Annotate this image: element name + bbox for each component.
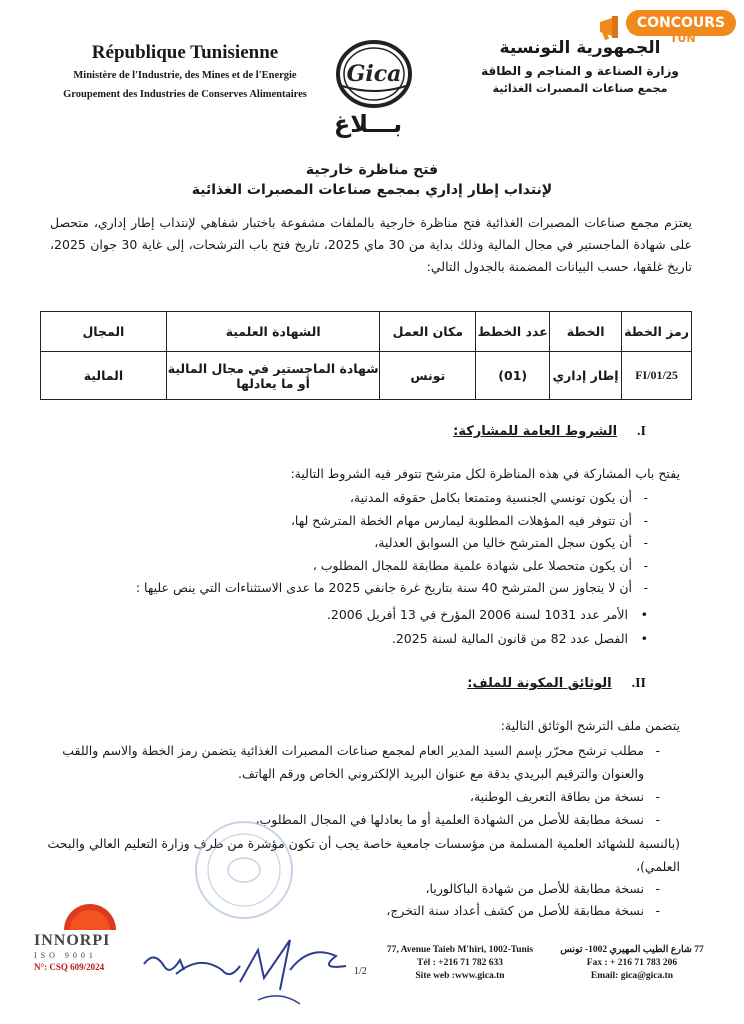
section-1-number: I. xyxy=(637,424,646,439)
intro-paragraph: يعتزم مجمع صناعات المصبرات الغذائية فتح مناظرة خارجية بالملفات مشفوعة باختبار شفاهي لإنتداب إطار إداري، متحصل على شهادة الماجستير في مجال المالية وذلك بداية من 30 ماي 2025، تاريخ فتح باب الترشحات، إلى غاية 30 جوان 2025، تاريخ غلقها، حسب البيانات المضمنة بالجدول التالي: xyxy=(50,215,692,274)
header-degree: الشهادة العلمية xyxy=(166,312,380,352)
cell-place: تونس xyxy=(380,352,476,400)
positions-table xyxy=(40,311,692,400)
header-code: رمز الخطة xyxy=(622,312,692,352)
cell-code: FI/01/25 xyxy=(622,352,692,400)
republic-fr: République Tunisienne xyxy=(91,42,279,63)
notice-heading: بـــلاغ xyxy=(333,110,403,138)
list-item: • الفصل عدد 82 من قانون المالية لسنة 2025. xyxy=(228,627,648,651)
title-line-2: لإنتداب إطار إداري بمجمع صناعات المصبرات الغذائية xyxy=(191,182,553,198)
documents-list-2 xyxy=(260,878,660,922)
degree-line-2: أو ما يعادلها xyxy=(236,375,310,391)
innorpi-certification xyxy=(34,898,152,972)
footer-email: Email: gica@gica.tn xyxy=(590,971,674,981)
cell-plan: إطار إداري xyxy=(550,352,622,400)
private-university-note: (بالنسبة للشهائد العلمية المسلمة من مؤسسات جامعية خاصة يجب أن تكون مؤشرة من طرف وزارة التعليم العالي والبحث العلمي)، xyxy=(47,836,680,874)
ministry-ar: وزارة الصناعة و المناجم و الطاقة xyxy=(481,64,679,78)
list-item: - نسخة مطابقة للأصل من شهادة الباكالوريا، xyxy=(260,878,660,900)
section-2-title: الوثائق المكونة للملف: xyxy=(467,676,612,691)
signatures xyxy=(140,930,360,1020)
footer-address-fr: 77, Avenue Taieb M'hiri, 1002-Tunis xyxy=(386,945,534,955)
header-plan: الخطة xyxy=(550,312,622,352)
footer-fax: Fax : + 216 71 783 206 xyxy=(586,958,678,968)
innorpi-brand: INNORPI xyxy=(34,932,111,949)
header-count: عدد الخطط xyxy=(476,312,550,352)
header-right xyxy=(460,38,700,95)
footer-french xyxy=(378,944,542,983)
list-item: - أن يكون متحصلا على شهادة علمية مطابقة للمجال المطلوب ، xyxy=(48,555,648,578)
title-line-1: فتح مناظرة خارجية xyxy=(305,162,439,178)
section-1-title: الشروط العامة للمشاركة: xyxy=(453,424,618,439)
footer-arabic xyxy=(552,944,712,983)
certificate-number: N°: CSQ 609/2024 xyxy=(34,962,105,972)
section-2-number: II. xyxy=(631,676,646,691)
list-item: - أن لا يتجاوز سن المترشح 40 سنة بتاريخ غرة جانفي 2025 ما عدى الاستثناءات التي ينص عليها : xyxy=(48,577,648,600)
documents-list xyxy=(34,739,660,831)
section-2-heading xyxy=(467,676,646,692)
republic-ar: الجمهورية التونسية xyxy=(499,38,661,58)
footer-address-ar: 77 شارع الطيب المهيري 1002- تونس xyxy=(560,945,704,955)
group-ar: مجمع صناعات المصبرات الغذائية xyxy=(492,82,668,95)
header-left xyxy=(40,42,330,100)
list-item: - أن تتوفر فيه المؤهلات المطلوبة ليمارس مهام الخطة المترشح لها، xyxy=(48,510,648,533)
conditions-list xyxy=(48,487,648,600)
table-header-row xyxy=(41,312,692,352)
header-place: مكان العمل xyxy=(380,312,476,352)
list-item: • الأمر عدد 1031 لسنة 2006 المؤرخ في 13 أفريل 2006. xyxy=(228,603,648,627)
section-2-intro: يتضمن ملف الترشح الوثائق التالية: xyxy=(500,718,680,733)
footer-phone: Tél : +216 71 782 633 xyxy=(417,958,503,968)
group-fr: Groupement des Industries de Conserves Alimentaires xyxy=(63,89,307,100)
cell-count: (01) xyxy=(476,352,550,400)
degree-line-1: شهادة الماجستير في مجال المالية xyxy=(167,360,379,376)
list-item: - أن يكون سجل المترشح خاليا من السوابق العدلية، xyxy=(48,532,648,555)
section-1-heading xyxy=(453,424,646,440)
ministry-fr: Ministère de l'Industrie, des Mines et de l'Energie xyxy=(73,70,297,81)
list-item: - نسخة من بطاقة التعريف الوطنية، xyxy=(34,785,660,808)
innorpi-sun-logo xyxy=(60,898,120,932)
list-item: - أن يكون تونسي الجنسية ومتمتعا بكامل حقوقه المدنية، xyxy=(48,487,648,510)
page-number: 1/2 xyxy=(354,966,367,977)
list-item: - نسخة مطابقة للأصل من كشف أعداد سنة التخرج، xyxy=(260,900,660,922)
header-field: المجال xyxy=(41,312,167,352)
exceptions-list xyxy=(228,603,648,651)
footer-website: Site web :www.gica.tn xyxy=(415,971,505,981)
gica-logo xyxy=(332,38,416,114)
watermark-brand: CONCOURS xyxy=(626,10,736,36)
list-item: - نسخة مطابقة للأصل من الشهادة العلمية أو ما يعادلها في المجال المطلوب، xyxy=(34,808,660,831)
logo-text: Gica xyxy=(346,61,402,87)
official-stamp xyxy=(192,818,296,922)
watermark-sub: TUN xyxy=(670,32,696,45)
cell-degree xyxy=(166,352,380,400)
announcement-titles xyxy=(120,162,624,198)
table-row xyxy=(41,352,692,400)
cell-field: المالية xyxy=(41,352,167,400)
iso-label: ISO 9001 xyxy=(34,951,97,960)
section-1-intro: يفتح باب المشاركة في هذه المناظرة لكل مترشح تتوفر فيه الشروط التالية: xyxy=(290,466,680,481)
list-item: - مطلب ترشح محرّر بإسم السيد المدير العام لمجمع صناعات المصبرات الغذائية يتضمن رمز الخطة والاسم واللقب والعنوان والترقيم البريدي بدقة مع عنوان البريد الإلكتروني الخاص ورقم الهاتف. xyxy=(34,739,660,785)
